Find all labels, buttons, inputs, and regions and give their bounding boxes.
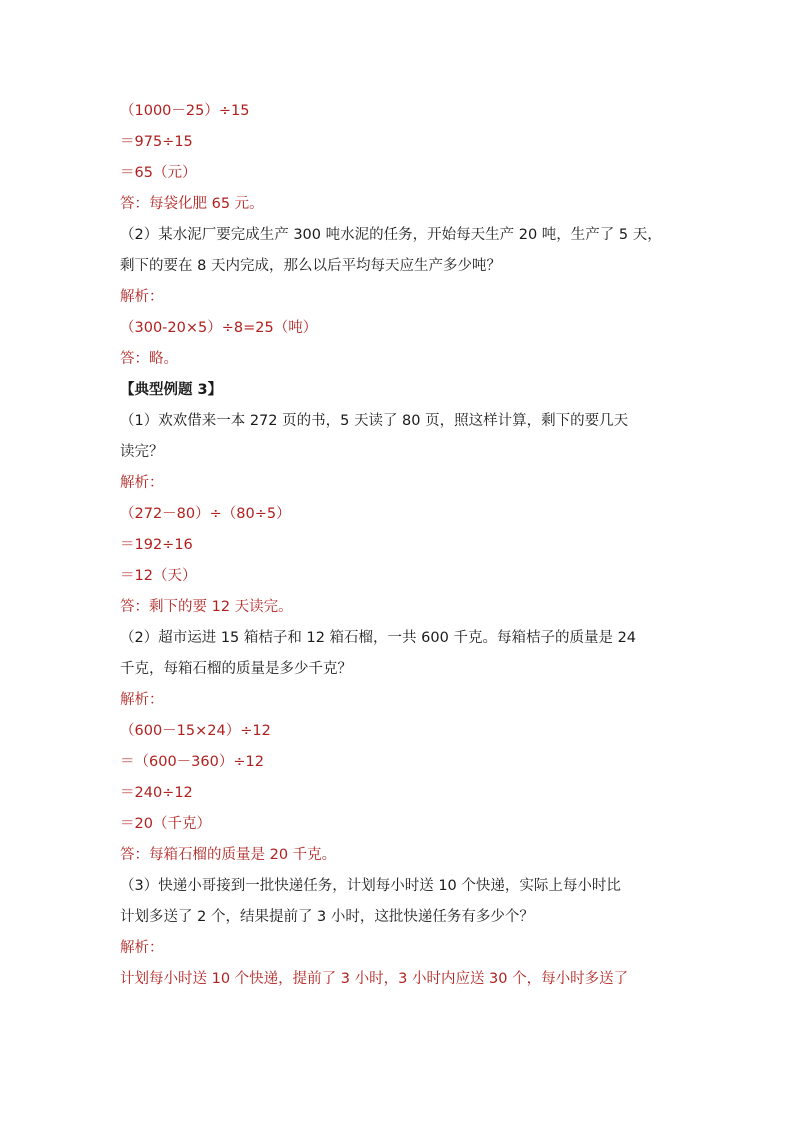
question-line: （2）超市运进 15 箱桔子和 12 箱石榴，一共 600 千克。每箱桔子的质量是 24 [120, 630, 637, 646]
text-line: ＝975÷15 [120, 134, 193, 150]
text-line: ＝12（天） [120, 568, 197, 584]
question-line: 读完？ [120, 444, 164, 460]
analysis-label: 解析： [120, 692, 164, 708]
answer-line: 答：每箱石榴的质量是 20 千克。 [120, 847, 337, 863]
question-line: 千克，每箱石榴的质量是多少千克？ [120, 661, 352, 677]
answer-line: 答：剩下的要 12 天读完。 [120, 599, 293, 615]
text-line: （300-20×5）÷8=25（吨） [120, 320, 318, 336]
analysis-label: 解析： [120, 940, 164, 956]
question-line: 剩下的要在 8 天内完成，那么以后平均每天应生产多少吨？ [120, 258, 501, 274]
section-heading: 【典型例题 3】 [120, 382, 223, 398]
answer-line: 答：每袋化肥 65 元。 [120, 196, 264, 212]
text-line: ＝240÷12 [120, 785, 193, 801]
text-line: ＝65（元） [120, 165, 197, 181]
text-line: ＝20（千克） [120, 816, 211, 832]
question-line: （1）欢欢借来一本 272 页的书，5 天读了 80 页，照这样计算，剩下的要几天 [120, 413, 629, 429]
question-line: 计划多送了 2 个，结果提前了 3 小时，这批快递任务有多少个？ [120, 909, 534, 925]
text-line: （600－15×24）÷12 [120, 723, 271, 739]
text-line: （1000－25）÷15 [120, 103, 250, 119]
analysis-label: 解析： [120, 289, 164, 305]
text-line: ＝（600－360）÷12 [120, 754, 264, 770]
answer-line: 答：略。 [120, 351, 178, 367]
text-line: （272－80）÷（80÷5） [120, 506, 291, 522]
analysis-label: 解析： [120, 475, 164, 491]
question-line: （2）某水泥厂要完成生产 300 吨水泥的任务，开始每天生产 20 吨，生产了 5 天， [120, 227, 662, 243]
text-line: 计划每小时送 10 个快递，提前了 3 小时，3 小时内应送 30 个，每小时多送了 [120, 971, 629, 987]
question-line: （3）快递小哥接到一批快递任务，计划每小时送 10 个快递，实际上每小时比 [120, 878, 621, 894]
text-line: ＝192÷16 [120, 537, 193, 553]
